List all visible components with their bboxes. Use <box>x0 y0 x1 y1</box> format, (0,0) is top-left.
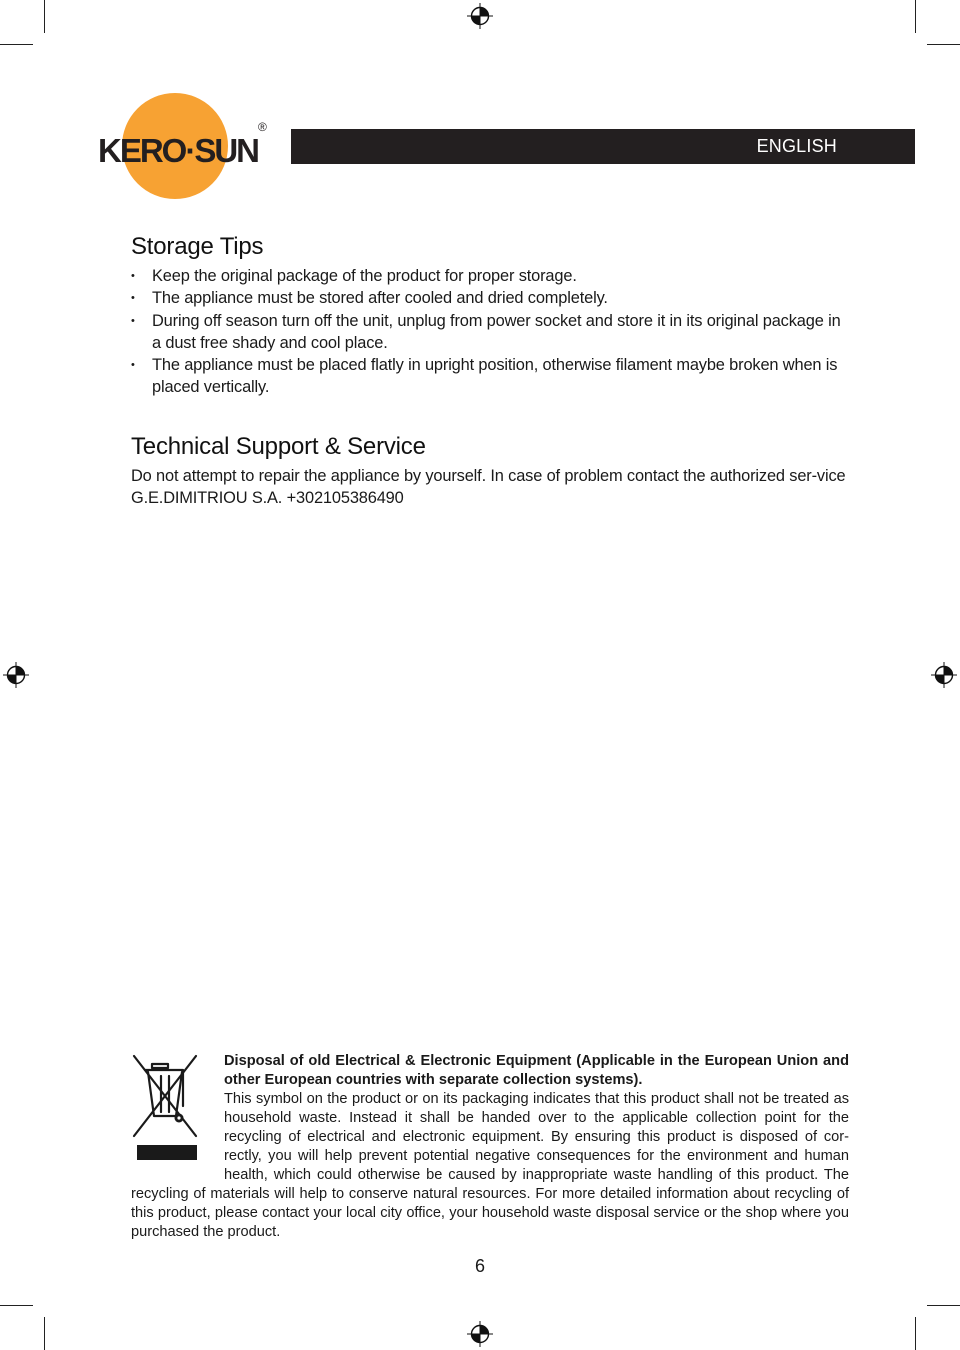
technical-support-section <box>131 433 851 510</box>
registration-mark-icon <box>467 3 493 29</box>
kerosun-logo <box>96 92 276 204</box>
technical-support-title: Technical Support & Service <box>131 433 426 460</box>
crop-mark <box>927 44 960 45</box>
crop-mark <box>927 1305 960 1306</box>
storage-tips-section <box>131 233 851 399</box>
crop-mark <box>0 1305 33 1306</box>
registration-mark-icon <box>931 662 957 688</box>
list-item: • Keep the original package of the product for proper storage. <box>131 265 851 287</box>
list-item: • During off season turn off the unit, unplug from power socket and store it in its original package in a dust free shady and cool place. <box>131 310 851 355</box>
disposal-heading: Disposal of old Electrical & Electronic Equipment (Applicable in the European Union and other European countries with separate collection systems). <box>224 1053 849 1088</box>
crop-mark <box>915 1317 916 1350</box>
list-item: • The appliance must be stored after cooled and dried completely. <box>131 287 851 309</box>
logo-wordmark: KERO·SUN <box>98 132 259 169</box>
disposal-section <box>131 1052 849 1242</box>
page-number: 6 <box>474 1256 485 1276</box>
registration-mark-icon <box>467 1321 493 1347</box>
language-label: ENGLISH <box>756 136 837 156</box>
registration-mark-icon <box>3 662 29 688</box>
disposal-text: This symbol on the product or on its packaging indicates that this product shall not be treated as household waste. Instead it shall be handed over to the applicable collection point for the recycling of electrical and electronic equipment. By ensuring this product is disposed of cor-rectly, you will help prevent potential negative consequences for the environment and human health, which could otherwise be caused by inappropriate waste handling of this product. The recycling of materials will help to conserve natural resources. For more detailed information about recycling of this product, please contact your local city office, your household waste disposal service or the shop where you purchased the product. <box>131 1091 849 1240</box>
registered-mark: ® <box>258 120 267 134</box>
technical-support-text: Do not attempt to repair the appliance by yourself. In case of problem contact the authorized ser-vice G.E.DIMITRIOU S.A. +302105386490 <box>131 467 846 508</box>
crop-mark <box>0 44 33 45</box>
crop-mark <box>44 1317 45 1350</box>
storage-tips-title: Storage Tips <box>131 233 264 260</box>
crop-mark <box>44 0 45 33</box>
list-item: • The appliance must be placed flatly in upright position, otherwise filament maybe broken when is placed vertically. <box>131 354 851 399</box>
crop-mark <box>915 0 916 33</box>
language-header-bar <box>291 129 915 164</box>
storage-tips-list <box>131 265 851 399</box>
